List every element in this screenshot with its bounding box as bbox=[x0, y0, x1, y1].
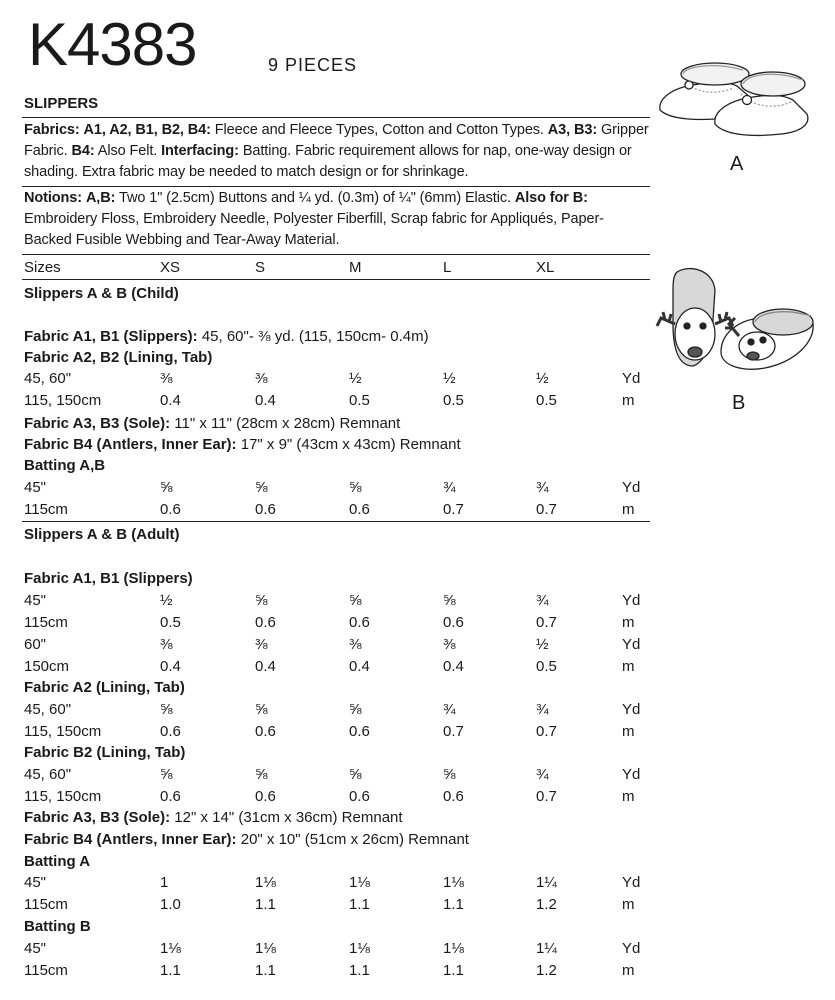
row-label: 115, 150cm bbox=[24, 723, 102, 740]
row-value: ¾ bbox=[443, 479, 456, 496]
row-value: 0.6 bbox=[349, 614, 370, 631]
row-unit: Yd bbox=[622, 874, 641, 891]
row-label: 45" bbox=[24, 940, 47, 957]
row-unit: m bbox=[622, 723, 635, 740]
row-value: ¾ bbox=[536, 479, 549, 496]
row-label: 115cm bbox=[24, 962, 68, 979]
row-value: 1.1 bbox=[349, 896, 370, 913]
row-value: 0.6 bbox=[255, 501, 276, 518]
row-value: ⅝ bbox=[443, 592, 456, 609]
row-label: 45, 60" bbox=[24, 370, 72, 387]
row-label: 115, 150cm bbox=[24, 788, 102, 805]
row-value: 1 bbox=[160, 874, 169, 891]
row-value: 0.5 bbox=[443, 392, 464, 409]
child-fabric-b4: Fabric B4 (Antlers, Inner Ear): 17" x 9" (43cm x 43cm) Remnant bbox=[24, 436, 461, 453]
notions-paragraph: Notions: A,B: Two 1" (2.5cm) Buttons and ¼ yd. (0.3m) of ¼" (6mm) Elastic. Also for B: Embroidery Floss, Embroidery Needle, Polyester Fiberfill, Scrap fabric for Appliqués, Paper-Backed Fusible Webbing and Tear-Away Material. bbox=[24, 190, 604, 248]
row-value: ⅝ bbox=[443, 766, 456, 783]
row-value: ⅝ bbox=[349, 701, 362, 718]
yardage-row bbox=[24, 368, 650, 390]
view-b-reindeer-slippers-illustration bbox=[655, 262, 820, 377]
view-b-label: B bbox=[732, 392, 746, 414]
category-title: SLIPPERS bbox=[24, 95, 99, 112]
row-value: 1⅛ bbox=[255, 940, 276, 957]
yardage-row bbox=[24, 590, 650, 612]
row-label: 115cm bbox=[24, 614, 68, 631]
row-value: 0.6 bbox=[349, 501, 370, 518]
row-value: ¾ bbox=[536, 592, 549, 609]
row-unit: m bbox=[622, 896, 635, 913]
row-value: 0.6 bbox=[349, 723, 370, 740]
row-unit: m bbox=[622, 788, 635, 805]
row-value: 0.4 bbox=[160, 658, 181, 675]
row-value: 0.7 bbox=[536, 723, 557, 740]
row-label: 115cm bbox=[24, 501, 68, 518]
view-a-label: A bbox=[730, 153, 744, 175]
row-unit: Yd bbox=[622, 636, 641, 653]
row-value: 0.6 bbox=[160, 788, 181, 805]
row-unit: Yd bbox=[622, 940, 641, 957]
yardage-row bbox=[24, 872, 650, 894]
child-fabric-a1b1: Fabric A1, B1 (Slippers): 45, 60"- ⅜ yd. (115, 150cm- 0.4m) bbox=[24, 328, 429, 345]
row-value: ½ bbox=[349, 370, 362, 387]
row-value: ⅜ bbox=[255, 370, 268, 387]
row-label: 45, 60" bbox=[24, 766, 72, 783]
row-value: ¾ bbox=[536, 701, 549, 718]
adult-fabric-a3b3: Fabric A3, B3 (Sole): 12" x 14" (31cm x 36cm) Remnant bbox=[24, 809, 403, 826]
yardage-row bbox=[24, 960, 650, 982]
row-value: 1⅛ bbox=[443, 940, 464, 957]
yardage-row bbox=[24, 786, 650, 808]
row-value: 0.4 bbox=[349, 658, 370, 675]
adult-fabric-b2-label: Fabric B2 (Lining, Tab) bbox=[24, 744, 186, 761]
yardage-row bbox=[24, 612, 650, 634]
row-value: ⅜ bbox=[255, 636, 268, 653]
row-value: 1.2 bbox=[536, 896, 557, 913]
piece-count: 9 PIECES bbox=[268, 55, 358, 75]
view-a-slippers-illustration bbox=[655, 58, 815, 138]
row-label: 45" bbox=[24, 592, 47, 609]
row-value: 1.1 bbox=[443, 962, 464, 979]
row-value: ¾ bbox=[536, 766, 549, 783]
row-unit: Yd bbox=[622, 479, 641, 496]
adult-fabric-b4: Fabric B4 (Antlers, Inner Ear): 20" x 10" (51cm x 26cm) Remnant bbox=[24, 831, 469, 848]
divider bbox=[22, 521, 650, 522]
row-value: 0.5 bbox=[160, 614, 181, 631]
row-unit: Yd bbox=[622, 766, 641, 783]
child-fabric-a2b2-label: Fabric A2, B2 (Lining, Tab) bbox=[24, 349, 213, 366]
row-value: 0.5 bbox=[536, 658, 557, 675]
row-value: 0.6 bbox=[255, 723, 276, 740]
row-value: 1⅛ bbox=[255, 874, 276, 891]
row-value: 0.5 bbox=[536, 392, 557, 409]
child-section-title: Slippers A & B (Child) bbox=[24, 285, 179, 302]
adult-batting-a-label: Batting A bbox=[24, 853, 91, 870]
row-value: 1⅛ bbox=[349, 940, 370, 957]
row-value: 1.0 bbox=[160, 896, 181, 913]
adult-batting-b-label: Batting B bbox=[24, 918, 91, 935]
divider bbox=[22, 279, 650, 280]
sizes-header-row: Sizes XS S M L XL bbox=[24, 259, 555, 276]
row-value: 0.7 bbox=[443, 501, 464, 518]
row-label: 45" bbox=[24, 874, 47, 891]
row-value: ½ bbox=[443, 370, 456, 387]
row-label: 150cm bbox=[24, 658, 70, 675]
divider bbox=[22, 254, 650, 255]
row-label: 45" bbox=[24, 479, 47, 496]
row-value: 0.6 bbox=[443, 614, 464, 631]
row-label: 60" bbox=[24, 636, 47, 653]
yardage-row bbox=[24, 656, 650, 678]
yardage-row bbox=[24, 499, 650, 521]
row-unit: Yd bbox=[622, 370, 641, 387]
row-unit: m bbox=[622, 658, 635, 675]
row-unit: Yd bbox=[622, 592, 641, 609]
row-value: ⅝ bbox=[160, 766, 173, 783]
row-value: 1⅛ bbox=[443, 874, 464, 891]
row-label: 115, 150cm bbox=[24, 392, 102, 409]
adult-fabric-a1b1-label: Fabric A1, B1 (Slippers) bbox=[24, 570, 193, 587]
yardage-row bbox=[24, 938, 650, 960]
child-batting-label: Batting A,B bbox=[24, 457, 106, 474]
row-value: 0.6 bbox=[160, 501, 181, 518]
row-value: ⅜ bbox=[349, 636, 362, 653]
divider bbox=[22, 117, 650, 118]
row-value: 0.4 bbox=[160, 392, 181, 409]
row-value: 0.4 bbox=[255, 392, 276, 409]
row-value: 0.7 bbox=[536, 501, 557, 518]
yardage-row bbox=[24, 721, 650, 743]
row-value: 1.1 bbox=[255, 896, 276, 913]
row-unit: m bbox=[622, 501, 635, 518]
row-label: 115cm bbox=[24, 896, 68, 913]
row-value: 0.6 bbox=[255, 614, 276, 631]
yardage-row bbox=[24, 390, 650, 412]
row-value: ⅜ bbox=[160, 636, 173, 653]
row-value: ⅝ bbox=[255, 766, 268, 783]
row-value: 0.4 bbox=[255, 658, 276, 675]
row-value: 0.7 bbox=[443, 723, 464, 740]
row-value: 1⅛ bbox=[160, 940, 181, 957]
row-value: 0.6 bbox=[255, 788, 276, 805]
row-value: ⅝ bbox=[255, 701, 268, 718]
fabrics-paragraph: Fabrics: A1, A2, B1, B2, B4: Fleece and Fleece Types, Cotton and Cotton Types. A3, B3: Gripper Fabric. B4: Also Felt. Interfacing: Batting. Fabric requirement allows for nap, one-way design or shading. Extra fabric may be needed to match design or for shrinkage. bbox=[24, 122, 649, 180]
row-value: ⅝ bbox=[255, 592, 268, 609]
row-value: ⅜ bbox=[443, 636, 456, 653]
row-value: 1¼ bbox=[536, 940, 557, 957]
row-value: ⅝ bbox=[349, 479, 362, 496]
yardage-row bbox=[24, 699, 650, 721]
row-value: ½ bbox=[536, 636, 549, 653]
row-value: ⅝ bbox=[160, 479, 173, 496]
row-value: 0.7 bbox=[536, 614, 557, 631]
row-value: ⅝ bbox=[255, 479, 268, 496]
pattern-number: K4383 bbox=[28, 11, 197, 78]
row-unit: m bbox=[622, 962, 635, 979]
row-value: 1.1 bbox=[160, 962, 181, 979]
adult-section-title: Slippers A & B (Adult) bbox=[24, 526, 180, 543]
row-value: ¾ bbox=[443, 701, 456, 718]
row-value: 0.4 bbox=[443, 658, 464, 675]
row-value: 0.6 bbox=[160, 723, 181, 740]
row-value: 0.6 bbox=[443, 788, 464, 805]
row-unit: m bbox=[622, 392, 635, 409]
row-value: ⅝ bbox=[349, 766, 362, 783]
row-unit: m bbox=[622, 614, 635, 631]
row-value: 1¼ bbox=[536, 874, 557, 891]
row-value: 0.6 bbox=[349, 788, 370, 805]
adult-fabric-a2-label: Fabric A2 (Lining, Tab) bbox=[24, 679, 185, 696]
row-value: 0.7 bbox=[536, 788, 557, 805]
row-value: ⅝ bbox=[349, 592, 362, 609]
yardage-row bbox=[24, 477, 650, 499]
row-value: 1.2 bbox=[536, 962, 557, 979]
row-value: 1⅛ bbox=[349, 874, 370, 891]
yardage-row bbox=[24, 894, 650, 916]
child-fabric-a3b3: Fabric A3, B3 (Sole): 11" x 11" (28cm x 28cm) Remnant bbox=[24, 415, 401, 432]
row-value: ½ bbox=[160, 592, 173, 609]
row-value: ½ bbox=[536, 370, 549, 387]
row-value: 0.5 bbox=[349, 392, 370, 409]
row-value: ⅜ bbox=[160, 370, 173, 387]
row-unit: Yd bbox=[622, 701, 641, 718]
yardage-row bbox=[24, 764, 650, 786]
yardage-row bbox=[24, 634, 650, 656]
row-value: ⅝ bbox=[160, 701, 173, 718]
divider bbox=[22, 186, 650, 187]
row-value: 1.1 bbox=[255, 962, 276, 979]
row-label: 45, 60" bbox=[24, 701, 72, 718]
row-value: 1.1 bbox=[443, 896, 464, 913]
row-value: 1.1 bbox=[349, 962, 370, 979]
